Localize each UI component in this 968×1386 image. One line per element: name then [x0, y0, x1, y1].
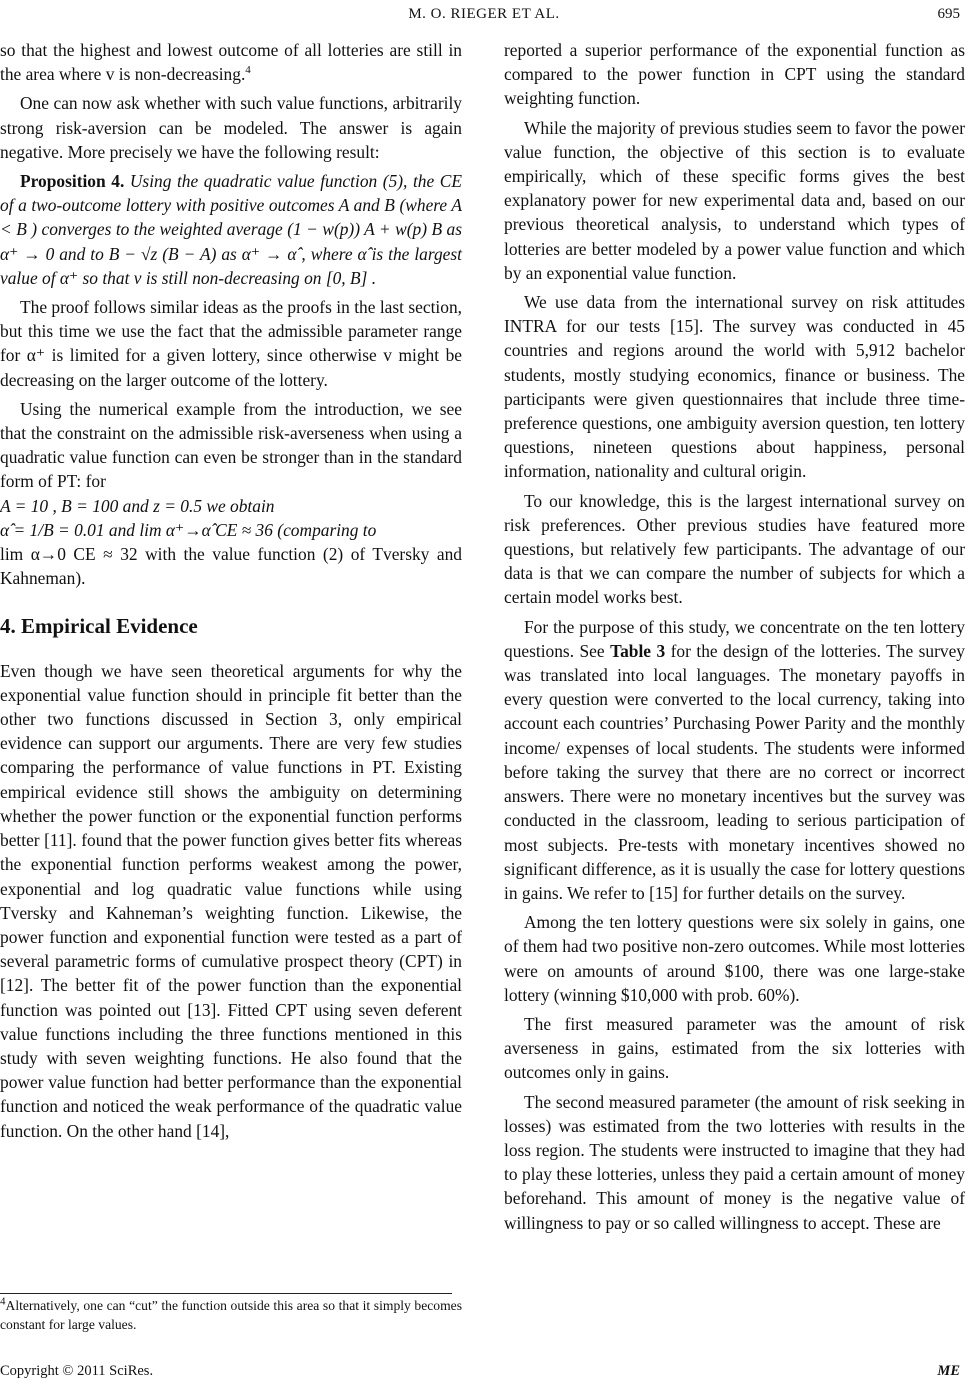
proposition-text: Using the quadratic value function (5), the CE of a two-outcome lottery with positive outcomes A and B (where A < B ) converges to the weighted average (1 − w(p)) A + w(p) B as α⁺ → 0 and to B − √z (B − A) as α⁺ → α̂ , where α̂ is the largest value of α⁺ so that v is still non-decreasing on [0, B] .	[0, 171, 462, 288]
left-column	[0, 38, 462, 1143]
paragraph	[0, 38, 462, 86]
paragraph-text: for the design of the lotteries. The survey was translated into local languages. The monetary payoffs in every question were converted to the local currency, taking into account each countries’ Purchasing Power Parity and the monthly income/ expenses of local students. The students were informed before taking the survey that there are no correct or incorrect answers. There were no monetary incentives but the survey was conducted in the classroom, leading to serious participation of most subjects. Pre-tests with monetary incentives showed no significant difference, as it is usually the case for lottery questions in gains. We refer to [15] for further details on the survey.	[504, 640, 965, 903]
paragraph: The second measured parameter (the amount of risk seeking in losses) was estimated from the two lotteries with results in the loss region. The students were instructed to imagine that they had to play these lotteries, unless they paid a certain amount of money beforehand. This amount of money is the negative value of willingness to pay or so called willingness to accept. These are	[504, 1091, 965, 1233]
paragraph-text: For the purpose of this study, we concentrate on the ten lottery questions. See	[504, 616, 965, 661]
equation-line: A = 10 , B = 100 and z = 0.5 we obtain	[0, 495, 275, 516]
paragraph: The proof follows similar ideas as the proofs in the last section, but this time we use the fact that the admissible parameter range for α⁺ is limited for a given lottery, since otherwise v might be decreasing on the larger outcome of the lottery.	[0, 297, 462, 390]
paragraph: To our knowledge, this is the largest international survey on risk preferences. Other previous studies have featured more questions, but relatively few participants. The advantage of our data is that we can compare the number of subjects for which a certain model works best.	[504, 490, 965, 608]
footnote-rule	[0, 1293, 452, 1294]
paragraph	[504, 615, 965, 905]
running-head: M. O. RIEGER ET AL.	[408, 6, 560, 22]
page-number: 695	[937, 6, 960, 22]
paragraph-text: so that the highest and lowest outcome of all lotteries are still in the area where v is non-decreasing.	[0, 40, 462, 85]
paragraph: Even though we have seen theoretical arguments for why the exponential value function should in principle fit better than the other two functions discussed in Section 3, only empirical evidence can support our arguments. There are very few studies comparing the performance of value functions in PT. Existing empirical evidence still shows the ambiguity on determining whether the power function or the exponential function performs better [11]. found that the power function gives better fits whereas the exponential function performs weakest among the power, exponential and log quadratic value functions while using Tversky and Kahneman’s weighting function. Likewise, the power function and exponential function were tested as a part of several parametric forms of cumulative prospect theory (CPT) in [12]. The better fit of the power function than the exponential function was pointed out [13]. Fitted CPT using seven deferent value functions including the three functions mentioned in this study with seven weighting functions. He also found that the power value function had better performance than the exponential function and noticed the weak performance of the quadratic value function. On the other hand [14],	[0, 660, 462, 1141]
proposition	[0, 169, 462, 290]
journal-abbrev: ME	[937, 1363, 960, 1379]
equation-line: α̂ = 1/B = 0.01 and lim α⁺→α̂ CE ≈ 36 (comparing to	[0, 519, 377, 540]
footnote-text: Alternatively, one can “cut” the function outside this area so that it simply becomes constant for large values.	[0, 1298, 462, 1332]
right-column	[504, 38, 965, 1235]
paragraph: The first measured parameter was the amount of risk averseness in gains, estimated from the six lotteries with outcomes only in gains.	[504, 1013, 965, 1083]
paragraph: We use data from the international survey on risk attitudes INTRA for our tests [15]. The survey was conducted in 45 countries and regions around the world with 5,912 bachelor students, mostly studying economics, finance or business. The participants were given questionnaires that include three time-preference questions, one ambiguity aversion question, ten lottery questions, nineteen questions about happiness, personal information, nationality and cultural origin.	[504, 292, 965, 482]
paragraph: Using the numerical example from the introduction, we see that the constraint on the admissible risk-averseness when using a quadratic value function can even be stronger than in the standard form of PT: for	[0, 398, 462, 492]
paragraph: One can now ask whether with such value functions, arbitrarily strong risk-aversion can be modeled. The answer is again negative. More precisely we have the following result:	[0, 93, 462, 162]
section-heading: 4. Empirical Evidence	[0, 614, 198, 639]
equation-line: lim α→0 CE ≈ 32 with the value function (2) of Tversky and Kahneman).	[0, 544, 462, 589]
footnote-marker: 4	[0, 1295, 6, 1308]
paragraph: While the majority of previous studies seem to favor the power value function, the objective of this section is to evaluate empirically, which of these specific forms gives the best explanatory power for new experimental data and, based on our previous theoretical analysis, to understand which types of lotteries are better modeled by a power value function and which by an exponential value function.	[504, 117, 965, 283]
proposition-label: Proposition 4.	[20, 171, 125, 192]
copyright: Copyright © 2011 SciRes.	[0, 1363, 154, 1379]
table-reference[interactable]: Table 3	[610, 640, 666, 661]
footnote-marker: 4	[245, 64, 251, 77]
footnote	[0, 1296, 462, 1334]
paragraph: Among the ten lottery questions were six solely in gains, one of them had two positive non-zero outcomes. While most lotteries were on amounts of around $100, there was one large-stake lottery (winning $10,000 with prob. 60%).	[504, 912, 965, 1005]
paragraph: reported a superior performance of the exponential function as compared to the power function in CPT using the standard weighting function.	[504, 40, 965, 109]
